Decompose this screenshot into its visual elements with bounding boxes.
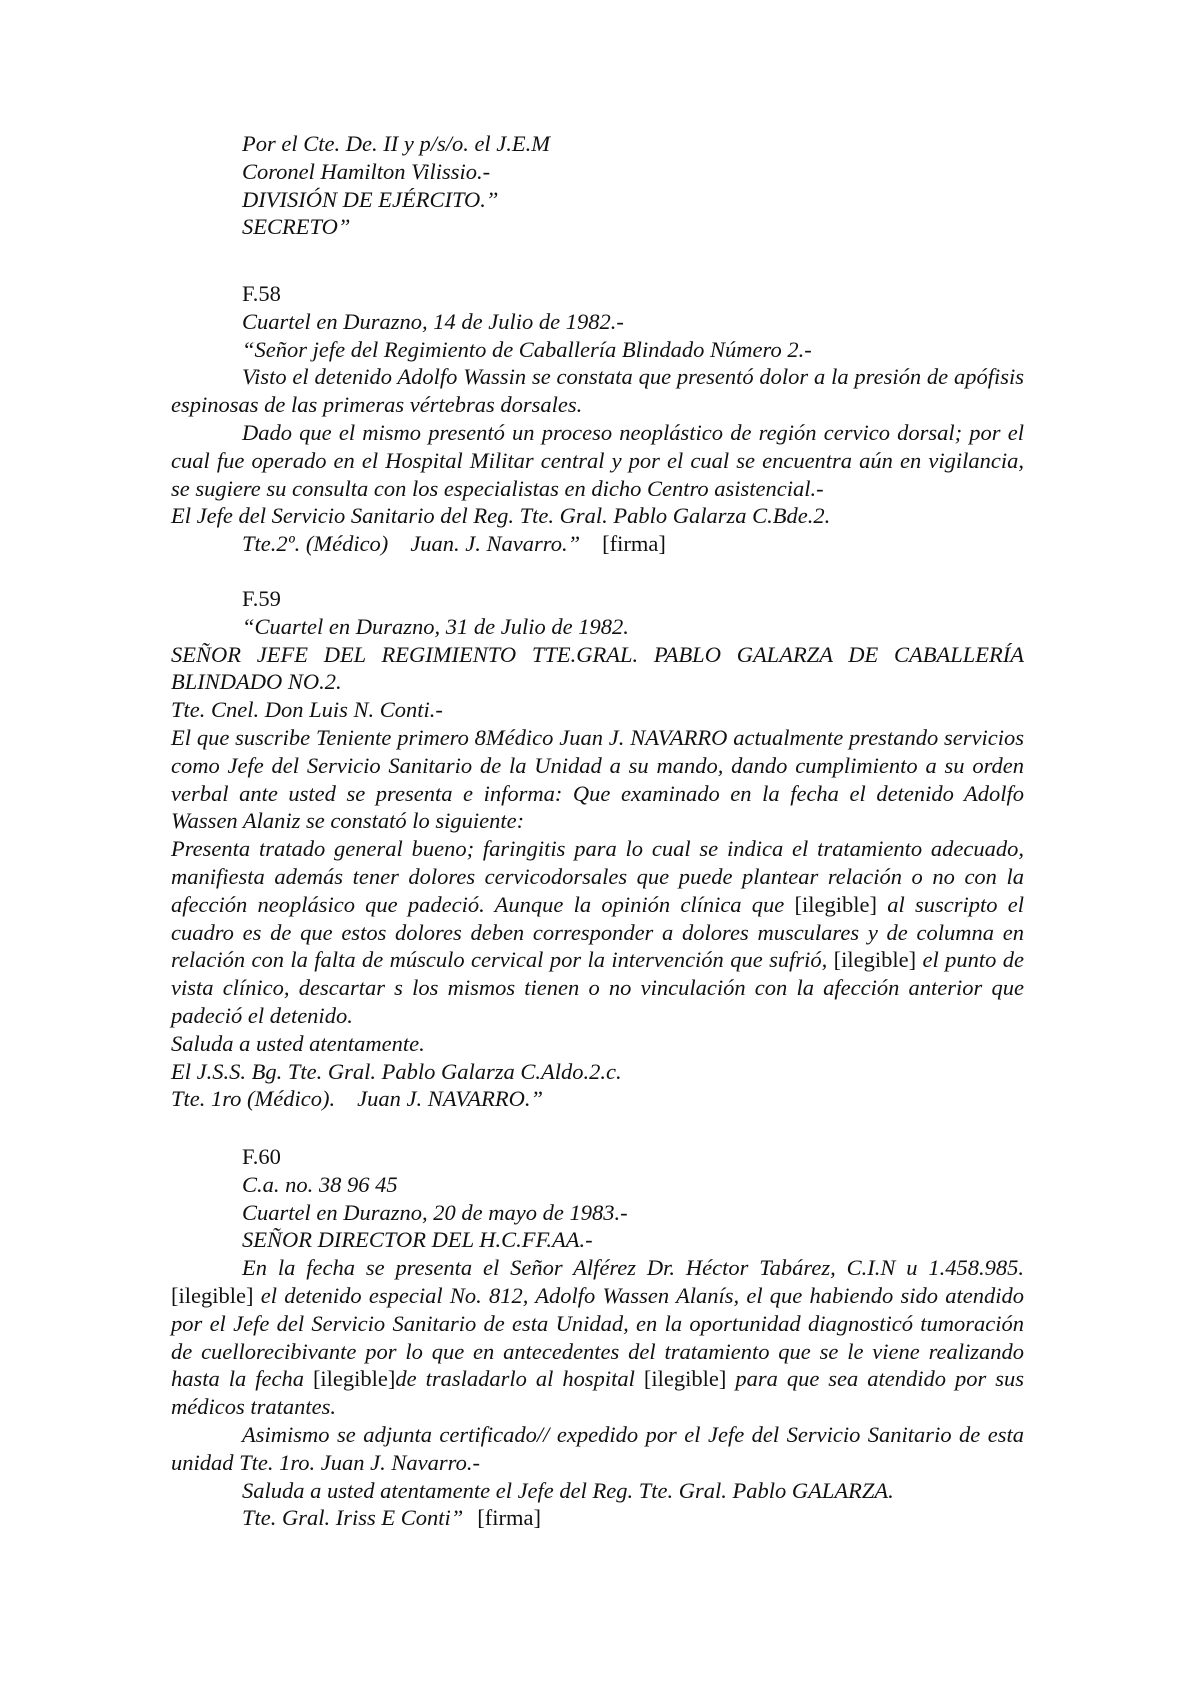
folio-59-paragraph-2 xyxy=(171,835,1024,1030)
intro-line-2: Coronel Hamilton Vilissio.- xyxy=(242,158,491,184)
folio-58-paragraph-1: Visto el detenido Adolfo Wassin se constata que presentó dolor a la presión de apófisis espinosas de las primeras vértebras dorsales. xyxy=(171,364,1024,418)
folio-60-text-a: En la fecha se presenta el Señor Alférez Dr. Héctor Tabárez, C.I.N u 1.458.985. xyxy=(242,1255,1024,1281)
folio-60-date: Cuartel en Durazno, 20 de mayo de 1983.- xyxy=(242,1199,628,1225)
intro-line-4: SECRETO” xyxy=(242,214,351,240)
intro-line-1: Por el Cte. De. II y p/s/o. el J.E.M xyxy=(242,131,551,156)
folio-58-issuer: El Jefe del Servicio Sanitario del Reg. Tte. Gral. Pablo Galarza C.Bde.2. xyxy=(171,503,831,529)
folio-59-issuer: El J.S.S. Bg. Tte. Gral. Pablo Galarza C.Aldo.2.c. xyxy=(171,1058,622,1084)
folio-58-paragraph-2: Dado que el mismo presentó un proceso neoplástico de región cervico dorsal; por el cual fue operado en el Hospital Militar central y por el cual se encuentra aún en vigilancia, se sugiere su consulta con los especialistas en dicho Centro asistencial.- xyxy=(171,419,1024,501)
folio-60-reference: C.a. no. 38 96 45 xyxy=(242,1171,398,1197)
folio-59-addressee: SEÑOR JEFE DEL REGIMIENTO TTE.GRAL. PABLO GALARZA DE CABALLERÍA BLINDADO NO.2. xyxy=(171,641,1024,695)
folio-60-text-c: de trasladarlo al hospital xyxy=(395,1366,635,1392)
folio-60-addressee: SEÑOR DIRECTOR DEL H.C.FF.AA.- xyxy=(242,1227,593,1253)
folio-60-signature-mark: [firma] xyxy=(477,1505,542,1531)
folio-59-text-c: el punto de vista clínico, descartar s los mismos tienen o no vinculación con la afección anterior que padeció el detenido. xyxy=(171,947,1025,1028)
folio-59-signer: Juan J. NAVARRO.” xyxy=(357,1086,544,1112)
folio-59-greeting: Saluda a usted atentamente. xyxy=(171,1030,425,1056)
folio-60-paragraph-1 xyxy=(171,1254,1024,1421)
folio-60-paragraph-2: Asimismo se adjunta certificado// expedido por el Jefe del Servicio Sanitario de esta unidad Tte. 1ro. Juan J. Navarro.- xyxy=(171,1421,1024,1475)
folio-60-text-b: el detenido especial No. 812, Adolfo Wassen Alanís, el que habiendo sido atendido por el Jefe del Servicio Sanitario de esta Unidad, en la oportunidad diagnosticó tumoración de cuellorecibivante por lo que en antecedentes del tratamiento que se le viene realizando hasta la fecha xyxy=(171,1282,1025,1392)
folio-59-commander: Tte. Cnel. Don Luis N. Conti.- xyxy=(171,697,443,723)
folio-58-rank: Tte.2º. (Médico) xyxy=(242,531,389,557)
folio-58-addressee: “Señor jefe del Regimiento de Caballería Blindado Número 2.- xyxy=(242,336,812,362)
folio-60-section xyxy=(171,1143,1024,1532)
folio-58-date: Cuartel en Durazno, 14 de Julio de 1982.- xyxy=(242,308,624,334)
folio-59-number: F.59 xyxy=(242,586,281,611)
folio-60-illegible-3: [ilegible] xyxy=(643,1366,727,1392)
folio-59-text-a: Presenta tratado general bueno; faringitis para lo cual se indica el tratamiento adecuado, manifiesta además tener dolores cervicodorsales que puede plantear relación o no con la afección neoplásico que padeció. Aunque la opinión clínica que xyxy=(171,836,1024,917)
folio-60-number: F.60 xyxy=(242,1144,281,1169)
folio-58-signer: Juan. J. Navarro.” xyxy=(410,531,581,557)
folio-59-illegible-1: [ilegible] xyxy=(794,891,878,917)
folio-59-signature xyxy=(171,1085,1024,1113)
folio-59-rank: Tte. 1ro (Médico). xyxy=(171,1086,336,1112)
folio-59-text-b: al suscripto el cuadro es de que estos dolores deben corresponder a dolores musculares y de columna en relación con la falta de músculo cervical por la intervención que sufrió, xyxy=(171,891,1025,973)
folio-60-greeting: Saluda a usted atentamente el Jefe del Reg. Tte. Gral. Pablo GALARZA. xyxy=(242,1477,894,1503)
folio-59-illegible-2: [ilegible] xyxy=(833,947,917,973)
folio-60-text-d: para que sea atendido por sus médicos tratantes. xyxy=(171,1366,1024,1420)
intro-block xyxy=(171,130,1024,241)
folio-58-number: F.58 xyxy=(242,281,281,306)
folio-58-signature xyxy=(171,530,1024,558)
intro-line-3: DIVISIÓN DE EJÉRCITO.” xyxy=(242,186,499,212)
folio-60-illegible-1: [ilegible] xyxy=(171,1282,254,1308)
folio-60-signature xyxy=(171,1504,1024,1532)
folio-59-section xyxy=(171,585,1024,1113)
folio-59-date: “Cuartel en Durazno, 31 de Julio de 1982. xyxy=(242,613,629,639)
folio-60-illegible-2: [ilegible] xyxy=(312,1366,396,1392)
folio-59-paragraph-1: El que suscribe Teniente primero 8Médico Juan J. NAVARRO actualmente prestando servicios como Jefe del Servicio Sanitario de la Unidad a su mando, dando cumplimiento a su orden verbal ante usted se presenta e informa: Que examinado en la fecha el detenido Adolfo Wassen Alaniz se constató lo siguiente: xyxy=(171,724,1024,834)
folio-58-section xyxy=(171,280,1024,558)
folio-60-signer: Tte. Gral. Iriss E Conti” xyxy=(242,1505,464,1531)
folio-58-signature-mark: [firma] xyxy=(602,531,666,557)
